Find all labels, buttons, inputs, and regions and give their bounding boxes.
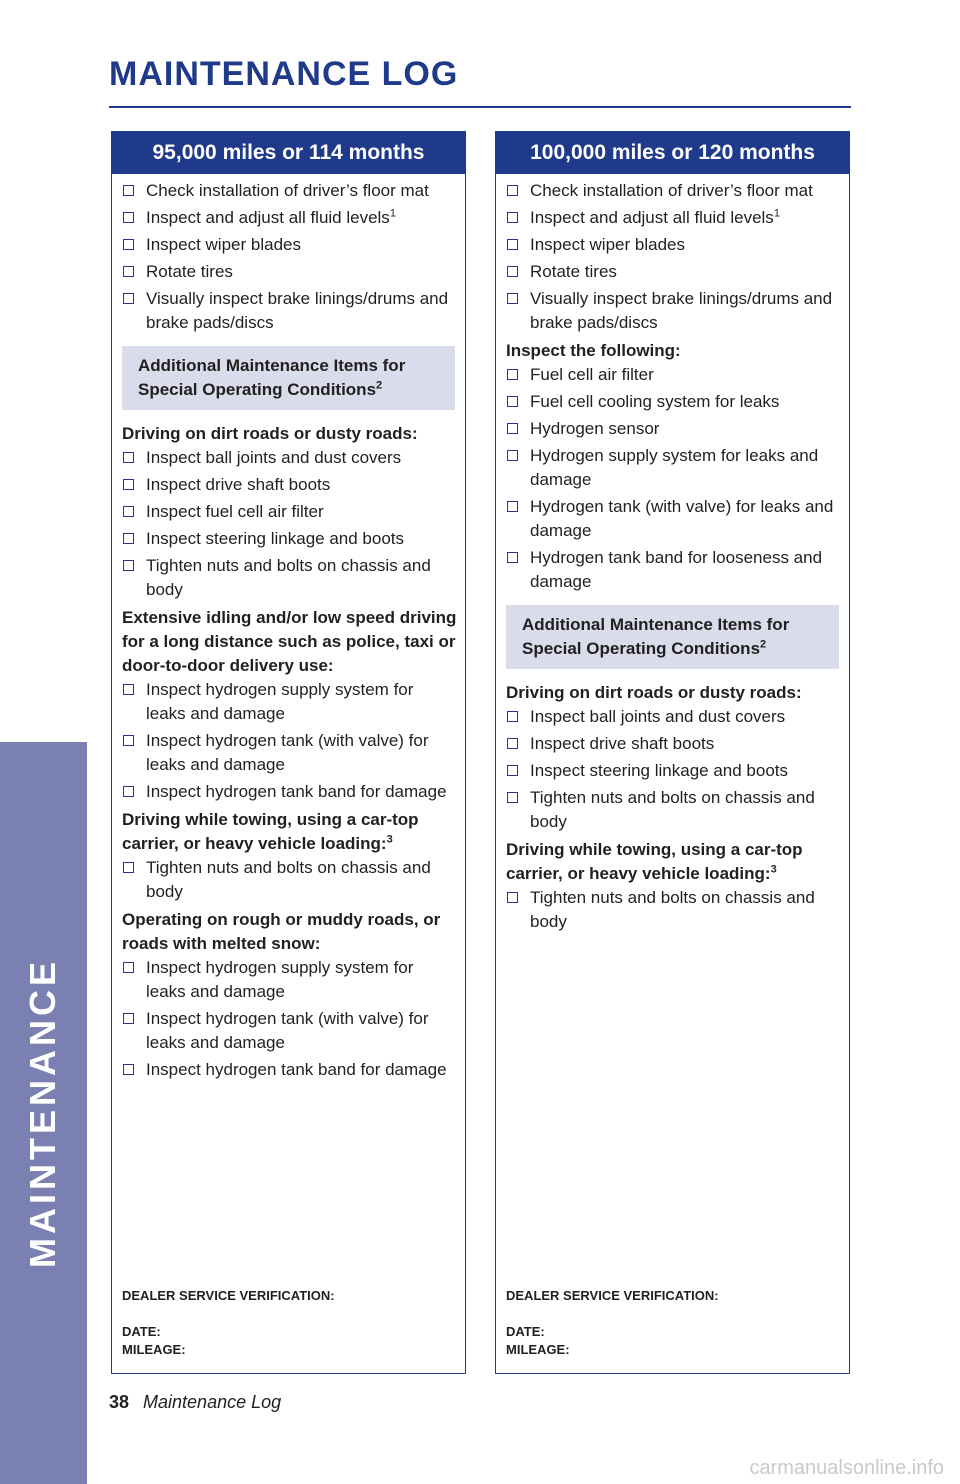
interval-panel-95000 [111,131,466,1374]
section-heading-towing: Driving while towing, using a car-top carrier, or heavy vehicle loading:$^3$ [506,840,803,883]
checklist-item[interactable]: Inspect and adjust all fluid levels$^1$ [122,206,457,230]
checklist-item[interactable]: Hydrogen supply system for leaks and damage [506,444,841,492]
checkbox[interactable] [123,684,134,695]
section-heading-dirt-roads: Driving on dirt roads or dusty roads: [122,424,418,443]
verification-label: DEALER SERVICE VERIFICATION: [122,1288,335,1303]
checkbox[interactable] [123,735,134,746]
checklist-item[interactable]: Tighten nuts and bolts on chassis and body [122,856,457,904]
checklist-item[interactable]: Fuel cell cooling system for leaks [506,390,841,414]
checklist-item[interactable]: Inspect hydrogen supply system for leaks and damage [122,956,457,1004]
section-heading-towing: Driving while towing, using a car-top carrier, or heavy vehicle loading:$^3$ [122,810,419,853]
checklist-item[interactable]: Inspect steering linkage and boots [506,759,841,783]
checklist-item[interactable]: Inspect hydrogen tank band for damage [122,780,457,804]
side-tab-label: MAINTENANCE [22,958,63,1268]
title-divider [109,106,851,108]
mileage-label: MILEAGE: [122,1342,186,1357]
checklist-item[interactable]: Inspect drive shaft boots [506,732,841,756]
checkbox[interactable] [123,1013,134,1024]
checklist-item[interactable]: Tighten nuts and bolts on chassis and body [506,786,841,834]
dealer-verification [122,1287,335,1359]
verification-label: DEALER SERVICE VERIFICATION: [506,1288,719,1303]
checkbox[interactable] [507,765,518,776]
page-title: MAINTENANCE LOG [109,55,459,93]
checkbox[interactable] [507,266,518,277]
checklist-item[interactable]: Inspect hydrogen supply system for leaks and damage [122,678,457,726]
checklist-item[interactable]: Rotate tires [506,260,841,284]
checklist-item[interactable]: Inspect hydrogen tank (with valve) for leaks and damage [122,1007,457,1055]
checklist-item[interactable]: Hydrogen tank band for looseness and damage [506,546,841,594]
checkbox[interactable] [123,239,134,250]
checkbox[interactable] [123,962,134,973]
checkbox[interactable] [123,479,134,490]
checkbox[interactable] [507,293,518,304]
checklist-item[interactable]: Tighten nuts and bolts on chassis and body [122,554,457,602]
checkbox[interactable] [507,239,518,250]
checkbox[interactable] [507,423,518,434]
special-conditions-box: Additional Maintenance Items for Special Operating Conditions$^2$ [506,605,839,669]
checkbox[interactable] [123,1064,134,1075]
checklist-item[interactable]: Check installation of driver’s floor mat [122,179,457,203]
checklist-item[interactable]: Inspect wiper blades [506,233,841,257]
mileage-label: MILEAGE: [506,1342,570,1357]
footer-label: Maintenance Log [143,1392,282,1412]
panel-header: 100,000 miles or 120 months [496,132,849,174]
checkbox[interactable] [507,792,518,803]
checkbox[interactable] [123,452,134,463]
checkbox[interactable] [123,185,134,196]
checkbox[interactable] [123,266,134,277]
section-heading-idling: Extensive idling and/or low speed driving for a long distance such as police, taxi or door-to-door delivery use: [122,608,457,675]
checkbox[interactable] [507,185,518,196]
interval-panel-100000 [495,131,850,1374]
checklist-item[interactable]: Inspect steering linkage and boots [122,527,457,551]
checklist-item[interactable]: Inspect drive shaft boots [122,473,457,497]
checklist-item[interactable]: Tighten nuts and bolts on chassis and body [506,886,841,934]
checklist-item[interactable]: Inspect and adjust all fluid levels$^1$ [506,206,841,230]
date-label: DATE: [122,1324,161,1339]
checklist-item[interactable]: Inspect ball joints and dust covers [506,705,841,729]
checkbox[interactable] [507,738,518,749]
checklist-item[interactable]: Inspect hydrogen tank (with valve) for leaks and damage [122,729,457,777]
checkbox[interactable] [123,862,134,873]
panel-header: 95,000 miles or 114 months [112,132,465,174]
page-footer [109,1392,281,1413]
special-conditions-box: Additional Maintenance Items for Special Operating Conditions$^2$ [122,346,455,410]
dealer-verification [506,1287,719,1359]
checkbox[interactable] [507,450,518,461]
checklist-item[interactable]: Visually inspect brake linings/drums and brake pads/discs [122,287,457,335]
checkbox[interactable] [507,501,518,512]
checkbox[interactable] [507,396,518,407]
checkbox[interactable] [507,212,518,223]
section-heading-inspect: Inspect the following: [506,341,681,360]
checkbox[interactable] [123,786,134,797]
checkbox[interactable] [123,506,134,517]
checklist-item[interactable]: Visually inspect brake linings/drums and brake pads/discs [506,287,841,335]
section-heading-rough-roads: Operating on rough or muddy roads, or roads with melted snow: [122,910,441,953]
checklist-item[interactable]: Inspect wiper blades [122,233,457,257]
checkbox[interactable] [123,293,134,304]
checkbox[interactable] [123,533,134,544]
checklist-item[interactable]: Inspect hydrogen tank band for damage [122,1058,457,1082]
checkbox[interactable] [123,212,134,223]
checkbox[interactable] [507,711,518,722]
checkbox[interactable] [507,369,518,380]
checkbox[interactable] [507,892,518,903]
checklist-item[interactable]: Rotate tires [122,260,457,284]
checkbox[interactable] [507,552,518,563]
checklist-item[interactable]: Check installation of driver’s floor mat [506,179,841,203]
checklist-item[interactable]: Inspect fuel cell air filter [122,500,457,524]
page-number: 38 [109,1392,130,1412]
checklist-item[interactable]: Hydrogen tank (with valve) for leaks and damage [506,495,841,543]
section-heading-dirt-roads: Driving on dirt roads or dusty roads: [506,683,802,702]
watermark: carmanualsonline.info [749,1457,944,1479]
checklist-item[interactable]: Inspect ball joints and dust covers [122,446,457,470]
checklist-item[interactable]: Hydrogen sensor [506,417,841,441]
checkbox[interactable] [123,560,134,571]
checklist-item[interactable]: Fuel cell air filter [506,363,841,387]
date-label: DATE: [506,1324,545,1339]
